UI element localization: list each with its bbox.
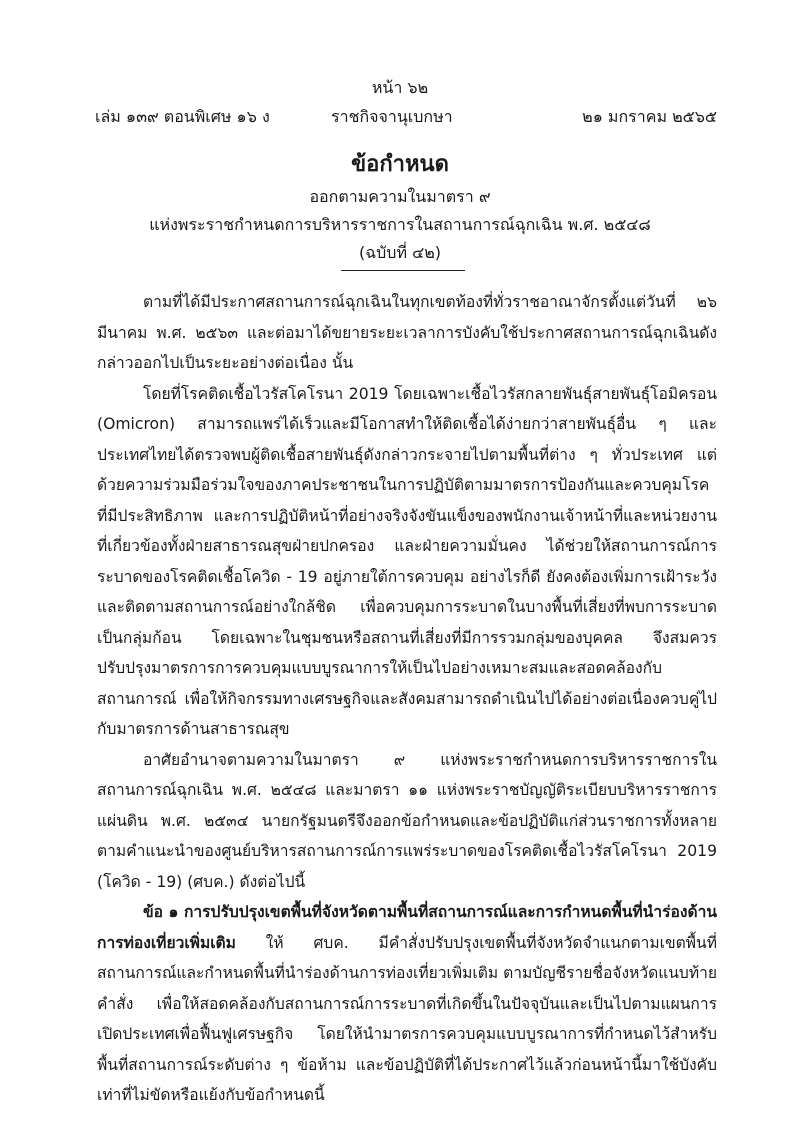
paragraph-authority: อาศัยอำนาจตามความในมาตรา ๙ แห่งพระราชกำหนดการบริหารราชการในสถานการณ์ฉุกเฉิน พ.ศ. ๒๕๔๘ และมาตรา ๑๑ แห่งพระราชบัญญัติระเบียบบริหารราชการแผ่นดิน พ.ศ. ๒๕๓๔ นายกรัฐมนตรีจึงออกข้อกำหนดและข้อปฏิบัติแก่ส่วนราชการทั้งหลายตามคำแนะนำของศูนย์บริหารสถานการณ์การแพร่ระบาดของโรคติดเชื้อไวรัสโคโรนา 2019 (โควิด - 19) (ศบค.) ดังต่อไปนี้ — [97, 750, 717, 891]
clause-1-text: ให้ ศบค. มีคำสั่งปรับปรุงเขตพื้นที่จังหวัดจำแนกตามเขตพื้นที่สถานการณ์และกำหนดพื้นที่นำร่องด้านการท่องเที่ยวเพิ่มเติม ตามบัญชีรายชื่อจังหวัดแนบท้ายคำสั่ง เพื่อให้สอดคล้องกับสถานการณ์การระบาดที่เกิดขึ้นในปัจจุบันและเป็นไปตามแผนการเปิดประเทศเพื่อฟื้นฟูเศรษฐกิจ โดยให้นำมาตรการควบคุมแบบบูรณาการที่กำหนดไว้สำหรับพื้นที่สถานการณ์ระดับต่าง ๆ ข้อห้าม และข้อปฏิบัติที่ได้ประกาศไว้แล้วก่อนหน้านี้มาใช้บังคับ เท่าที่ไม่ขัดหรือแย้งกับข้อกำหนดนี้ — [97, 933, 717, 1104]
gazette-header — [95, 106, 717, 128]
document-subtitle-section: ออกตามความในมาตรา ๙ — [309, 187, 491, 206]
paragraph-background: โดยที่โรคติดเชื้อไวรัสโคโรนา 2019 โดยเฉพาะเชื้อไวรัสกลายพันธุ์สายพันธุ์โอมิครอน (Omicron) สามารถแพร่ได้เร็วและมีโอกาสทำให้ติดเชื้อได้ง่ายกว่าสายพันธุ์อื่น ๆ และประเทศไทยได้ตรวจพบผู้ติดเชื้อสายพันธุ์ดังกล่าวกระจายไปตามพื้นที่ต่าง ๆ ทั่วประเทศ แต่ด้วยความร่วมมือร่วมใจของภาคประชาชนในการปฏิบัติตามมาตรการป้องกันและควบคุมโรคที่มีประสิทธิภาพ และการปฏิบัติหน้าที่อย่างจริงจังขันแข็งของพนักงานเจ้าหน้าที่และหน่วยงานที่เกี่ยวข้องทั้งฝ่ายสาธารณสุขฝ่ายปกครอง และฝ่ายความมั่นคง ได้ช่วยให้สถานการณ์การระบาดของโรคติดเชื้อโควิด - 19 อยู่ภายใต้การควบคุม อย่างไรก็ดี ยังคงต้องเพิ่มการเฝ้าระวังและติดตามสถานการณ์อย่างใกล้ชิด เพื่อควบคุมการระบาดในบางพื้นที่เสี่ยงที่พบการระบาดเป็นกลุ่มก้อน โดยเฉพาะในชุมชนหรือสถานที่เสี่ยงที่มีการรวมกลุ่มของบุคคล จึงสมควรปรับปรุงมาตรการการควบคุมแบบบูรณาการให้เป็นไปอย่างเหมาะสมและสอดคล้องกับสถานการณ์ เพื่อให้กิจกรรมทางเศรษฐกิจและสังคมสามารถดำเนินไปได้อย่างต่อเนื่องควบคู่ไปกับมาตรการด้านสาธารณสุข — [97, 384, 717, 738]
publication-date: ๒๑ มกราคม ๒๕๖๕ — [582, 107, 717, 126]
paragraph-preamble: ตามที่ได้มีประกาศสถานการณ์ฉุกเฉินในทุกเขตท้องที่ทั่วราชอาณาจักรตั้งแต่วันที่ ๒๖ มีนาคม พ.ศ. ๒๕๖๓ และต่อมาได้ขยายระยะเวลาการบังคับใช้ประกาศสถานการณ์ฉุกเฉินดังกล่าวออกไปเป็นระยะอย่างต่อเนื่อง นั้น — [97, 293, 717, 372]
document-title: ข้อกำหนด — [351, 152, 449, 177]
clause-1 — [97, 897, 717, 1111]
clause-1-heading: ข้อ ๑ การปรับปรุงเขตพื้นที่จังหวัดตามพื้นที่สถานการณ์และการกำหนดพื้นที่นำร่องด้านการท่องเที่ยวเพิ่มเติม — [97, 903, 717, 952]
document-subtitle-decree: แห่งพระราชกำหนดการบริหารราชการในสถานการณ์ฉุกเฉิน พ.ศ. ๒๕๔๘ — [149, 215, 651, 234]
title-divider — [341, 270, 465, 271]
document-subtitle-issue: (ฉบับที่ ๔๒) — [359, 243, 441, 262]
gazette-name: ราชกิจจานุเบกษา — [331, 107, 453, 126]
volume-info: เล่ม ๑๓๙ ตอนพิเศษ ๑๖ ง — [95, 107, 270, 126]
page-number: หน้า ๖๒ — [371, 78, 429, 97]
document-body — [97, 287, 717, 1111]
